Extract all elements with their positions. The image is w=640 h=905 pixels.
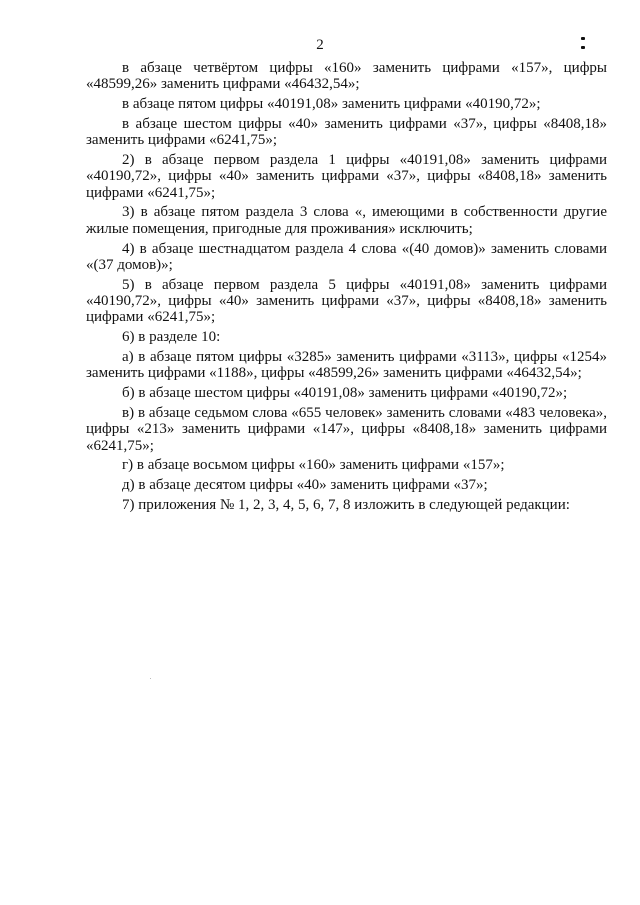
paragraph-14: 7) приложения № 1, 2, 3, 4, 5, 6, 7, 8 изложить в следующей редакции: xyxy=(122,496,570,513)
paragraph-10: б) в абзаце шестом цифры «40191,08» заменить цифрами «40190,72»; xyxy=(122,384,568,401)
paragraph-13: д) в абзаце десятом цифры «40» заменить цифрами «37»; xyxy=(122,476,488,493)
paragraph-7: 5) в абзаце первом раздела 5 цифры «40191,08» заменить цифрами «40190,72», цифры «40» заменить цифрами «37», цифры «8408,18» заменить цифрами «6241,75»; xyxy=(86,276,607,326)
paragraph-12: г) в абзаце восьмом цифры «160» заменить цифрами «157»; xyxy=(122,457,505,474)
document-body xyxy=(86,60,607,516)
paragraph-2: в абзаце пятом цифры «40191,08» заменить цифрами «40190,72»; xyxy=(122,96,541,113)
paragraph-9: а) в абзаце пятом цифры «3285» заменить цифрами «3113», цифры «1254» заменить цифрами «1188», цифры «48599,26» заменить цифрами «46432,54»; xyxy=(86,348,607,382)
paragraph-6: 4) в абзаце шестнадцатом раздела 4 слова «(40 домов)» заменить словами «(37 домов)»; xyxy=(86,240,607,273)
paragraph-1: в абзаце четвёртом цифры «160» заменить цифрами «157», цифры «48599,26» заменить цифрами «46432,54»; xyxy=(86,60,607,93)
paragraph-8: 6) в разделе 10: xyxy=(122,329,221,346)
margin-mark xyxy=(580,35,586,53)
paragraph-4: 2) в абзаце первом раздела 1 цифры «40191,08» заменить цифрами «40190,72», цифры «40» заменить цифрами «37», цифры «8408,18» заменить цифрами «6241,75»; xyxy=(86,151,607,201)
paragraph-3: в абзаце шестом цифры «40» заменить цифрами «37», цифры «8408,18» заменить цифрами «6241,75»; xyxy=(86,115,607,149)
paragraph-11: в) в абзаце седьмом слова «655 человек» заменить словами «483 человека», цифры «213» заменить цифрами «147», цифры «8408,18» заменить цифрами «6241,75»; xyxy=(86,404,607,454)
paragraph-5: 3) в абзаце пятом раздела 3 слова «, имеющими в собственности другие жилые помещения, пригодные для проживания» исключить; xyxy=(86,204,607,237)
page-number: 2 xyxy=(316,37,324,53)
scan-speck xyxy=(150,678,151,679)
